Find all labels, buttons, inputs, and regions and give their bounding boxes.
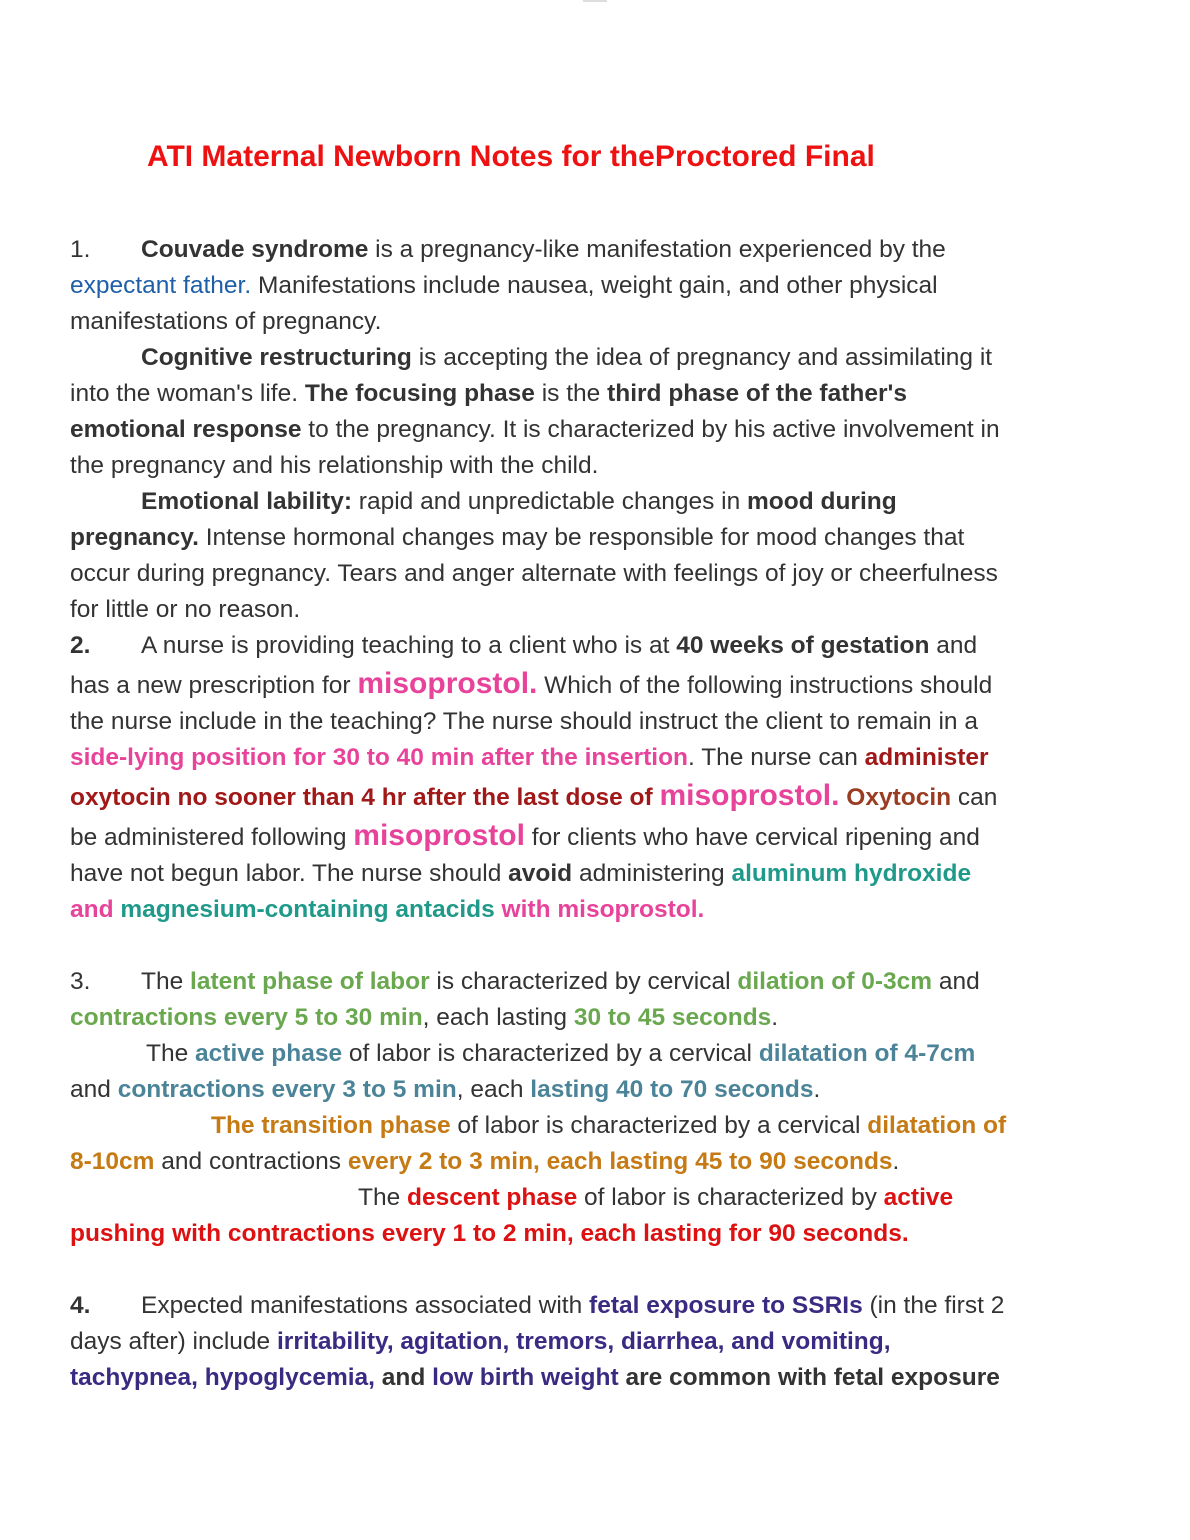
term-misoprostol: misoprostol xyxy=(353,819,525,852)
text: and xyxy=(375,1364,433,1391)
text: for clients who have cervical ripening and xyxy=(524,824,980,851)
text: are common with fetal exposure xyxy=(618,1364,1000,1391)
spacer xyxy=(70,1252,1110,1288)
section-2-line-6 xyxy=(70,816,1110,856)
term-contractions-2-3: every 2 to 3 min, each lasting 45 to 90 seconds xyxy=(347,1148,893,1175)
term-8-10cm: 8-10cm xyxy=(70,1148,155,1175)
section-1-line-8 xyxy=(70,484,1110,520)
document-title: ATI Maternal Newborn Notes for theProctored Final xyxy=(147,140,875,173)
text: The xyxy=(146,1040,196,1067)
text: . The nurse can xyxy=(688,744,865,771)
section-3-line-1 xyxy=(70,964,1110,1000)
term-avoid: avoid xyxy=(508,860,573,887)
text: be administered following xyxy=(70,824,354,851)
term-active-phase: active phase xyxy=(195,1040,343,1067)
text: (in the first 2 xyxy=(862,1292,1005,1319)
term-40-weeks: 40 weeks of gestation xyxy=(676,632,930,659)
term-pushing: pushing with contractions every 1 to 2 min, each lasting for 90 seconds. xyxy=(70,1220,909,1247)
section-1-line-5 xyxy=(70,376,1110,412)
text: Expected manifestations associated with xyxy=(141,1292,590,1319)
term-emotional-response: emotional response xyxy=(70,416,302,443)
term-side-lying: side-lying position for 30 to 40 min after the insertion xyxy=(70,744,689,771)
term-misoprostol: misoprostol. xyxy=(659,779,840,812)
text: days after) include xyxy=(70,1328,277,1355)
text: and xyxy=(932,968,980,995)
text: and xyxy=(929,632,978,659)
section-1-line-7 xyxy=(70,448,1110,484)
term-low-birth-weight: low birth weight xyxy=(432,1364,619,1391)
text: is a pregnancy-like manifestation experienced by the xyxy=(368,236,946,263)
text: The xyxy=(358,1184,408,1211)
section-2-line-5 xyxy=(70,776,1110,816)
section-3-line-6 xyxy=(70,1144,1110,1180)
term-oxytocin-timing: oxytocin no sooner than 4 hr after the last dose of xyxy=(70,784,660,811)
text: Which of the following instructions should xyxy=(537,672,993,699)
term-latent-phase: latent phase of labor xyxy=(190,968,430,995)
text: into the woman's life. xyxy=(70,380,305,407)
term-expectant-father: expectant father. xyxy=(70,272,252,299)
text: for little or no reason. xyxy=(70,596,301,623)
term-30-45-seconds: 30 to 45 seconds xyxy=(573,1004,772,1031)
section-1-line-2 xyxy=(70,268,1110,304)
section-1-line-9 xyxy=(70,520,1110,556)
text: . xyxy=(892,1148,900,1175)
section-3-line-7 xyxy=(70,1180,1110,1216)
text: have not begun labor. The nurse should xyxy=(70,860,509,887)
term-dilatation-4-7: dilatation of 4-7cm xyxy=(758,1040,976,1067)
term-focusing: The focusing phase xyxy=(304,380,535,407)
term-administer: administer xyxy=(864,744,989,771)
section-3-line-2 xyxy=(70,1000,1110,1036)
section-1-line-4 xyxy=(70,340,1110,376)
section-2-number: 2. xyxy=(70,632,91,659)
text: and contractions xyxy=(154,1148,348,1175)
text: the pregnancy and his relationship with the child. xyxy=(70,452,599,479)
term-manifestations: irritability, agitation, tremors, diarrhea, and vomiting, xyxy=(277,1328,891,1355)
term-lability: Emotional lability: xyxy=(141,488,352,515)
section-4-line-2 xyxy=(70,1324,1110,1360)
text: to the pregnancy. It is characterized by his active involvement in xyxy=(301,416,1000,443)
text: is the xyxy=(534,380,608,407)
term-transition-phase: The transition phase xyxy=(211,1112,451,1139)
section-2-line-4 xyxy=(70,740,1110,776)
term-oxytocin: Oxytocin xyxy=(846,784,952,811)
term-cognitive: Cognitive restructuring xyxy=(141,344,412,371)
term-active: active xyxy=(883,1184,954,1211)
spacer xyxy=(70,928,1110,964)
section-4-line-3 xyxy=(70,1360,1110,1396)
section-2-line-1 xyxy=(70,628,1110,664)
text: Intense hormonal changes may be responsible for mood changes that xyxy=(198,524,965,551)
text: can xyxy=(951,784,998,811)
section-3-line-8 xyxy=(70,1216,1110,1252)
text: administering xyxy=(572,860,732,887)
term-ssri-exposure: fetal exposure to SSRIs xyxy=(589,1292,863,1319)
text: , each xyxy=(456,1076,531,1103)
term-third-phase: third phase of the father's xyxy=(607,380,907,407)
term-dilatation-of: dilatation of xyxy=(867,1112,1007,1139)
top-mark xyxy=(583,0,607,2)
term-misoprostol: misoprostol. xyxy=(357,667,538,700)
text: . xyxy=(813,1076,821,1103)
section-1-line-1 xyxy=(70,232,1110,268)
section-2-line-8 xyxy=(70,892,1110,928)
text: has a new prescription for xyxy=(70,672,358,699)
section-3-line-4 xyxy=(70,1072,1110,1108)
section-1-line-6 xyxy=(70,412,1110,448)
term-tachypnea: tachypnea, hypoglycemia, xyxy=(70,1364,375,1391)
term-descent-phase: descent phase xyxy=(407,1184,578,1211)
term-with-misoprostol: with misoprostol. xyxy=(494,896,705,923)
text: The xyxy=(141,968,191,995)
term-couvade: Couvade syndrome xyxy=(141,236,369,263)
text: and xyxy=(70,1076,118,1103)
text: occur during pregnancy. Tears and anger alternate with feelings of joy or cheerfulness xyxy=(70,560,998,587)
section-3-number: 3. xyxy=(70,968,91,995)
term-contractions-3-5: contractions every 3 to 5 min xyxy=(117,1076,457,1103)
section-4-number: 4. xyxy=(70,1292,91,1319)
text: is accepting the idea of pregnancy and assimilating it xyxy=(411,344,993,371)
text: , each lasting xyxy=(422,1004,574,1031)
section-2-line-7 xyxy=(70,856,1110,892)
text: the nurse include in the teaching? The nurse should instruct the client to remain in a xyxy=(70,708,978,735)
text: of labor is characterized by a cervical xyxy=(450,1112,868,1139)
text: A nurse is providing teaching to a client who is at xyxy=(141,632,677,659)
term-40-70-seconds: lasting 40 to 70 seconds xyxy=(530,1076,814,1103)
section-1-line-10 xyxy=(70,556,1110,592)
section-1-number: 1. xyxy=(70,236,91,263)
term-mood: mood during xyxy=(747,488,897,515)
section-3-line-3 xyxy=(70,1036,1110,1072)
section-3-line-5 xyxy=(70,1108,1110,1144)
section-1-line-3 xyxy=(70,304,1110,340)
section-1-line-11 xyxy=(70,592,1110,628)
text: of labor is characterized by xyxy=(577,1184,884,1211)
text: . xyxy=(771,1004,779,1031)
text: rapid and unpredictable changes in xyxy=(352,488,748,515)
section-4-line-1 xyxy=(70,1288,1110,1324)
text: is characterized by cervical xyxy=(429,968,738,995)
term-aluminum: aluminum hydroxide xyxy=(731,860,972,887)
term-contractions-5-30: contractions every 5 to 30 min xyxy=(70,1004,423,1031)
term-pregnancy: pregnancy. xyxy=(70,524,199,551)
text: manifestations of pregnancy. xyxy=(70,308,382,335)
section-2-line-2 xyxy=(70,664,1110,704)
document-body xyxy=(70,232,1110,1396)
term-antacids: magnesium-containing antacids xyxy=(120,896,495,923)
text: of labor is characterized by a cervical xyxy=(342,1040,759,1067)
text: Manifestations include nausea, weight gain, and other physical xyxy=(251,272,938,299)
term-dilation-0-3: dilation of 0-3cm xyxy=(737,968,933,995)
section-2-line-3 xyxy=(70,704,1110,740)
text: and xyxy=(70,896,121,923)
